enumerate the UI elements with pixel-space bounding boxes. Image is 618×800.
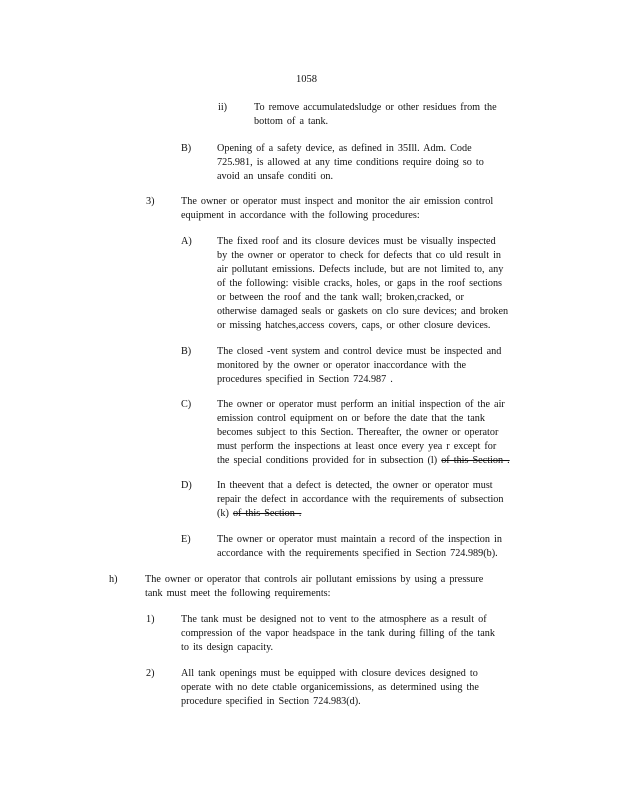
item-text [217, 398, 542, 468]
text-line: to its design capacity. [181, 642, 274, 653]
text-line: monitored by the owner or operator inaccordance with the [217, 360, 467, 371]
text-line: compression of the vapor headspace in the tank during filling of the tank [181, 628, 495, 639]
text-line: Opening of a safety device, as defined in 35Ill. Adm. Code [217, 143, 472, 154]
text-line: 725.981, is allowed at any time conditions require doing so to [217, 157, 484, 168]
text-line: The closed -vent system and control device must be inspected and [217, 346, 502, 357]
text-line: tank must meet the following requirements: [145, 588, 331, 599]
text-line: avoid an unsafe conditi on. [217, 171, 334, 182]
text-line: bottom of a tank. [254, 116, 329, 127]
text-line: otherwise damaged seals or gaskets on clo sure devices; and broken [217, 306, 509, 317]
text-line: equipment in accordance with the following procedures: [181, 210, 420, 221]
text-line: becomes subject to this Section. Thereafter, the owner or operator [217, 427, 499, 438]
item-label: A) [181, 236, 192, 247]
item-label: C) [181, 399, 192, 410]
item-label: 2) [146, 668, 155, 679]
item-label: B) [181, 143, 192, 154]
item-label: h) [109, 574, 118, 585]
text-line: procedure specified in Section 724.983(d). [181, 696, 361, 707]
text-line: by the owner or operator to check for defects that co uld result in [217, 250, 501, 261]
item-label: 1) [146, 614, 155, 625]
text-line: The owner or operator must perform an initial inspection of the air [217, 399, 505, 410]
text-fragment: (k) [217, 508, 229, 519]
text-line: The owner or operator must maintain a record of the inspection in [217, 534, 502, 545]
text-line: accordance with the requirements specified in Section 724.989(b). [217, 548, 498, 559]
text-line: of the following: visible cracks, holes, or gaps in the roof sections [217, 278, 502, 289]
item-text [181, 613, 531, 655]
text-line: All tank openings must be equipped with closure devices designed to [181, 668, 478, 679]
item-label: D) [181, 480, 192, 491]
text-line: emission control equipment on or before the date that the tank [217, 413, 485, 424]
text-line: operate with no dete ctable organicemissions, as determined using the [181, 682, 479, 693]
text-line: or missing hatches,access covers, caps, or other closure devices. [217, 320, 491, 331]
text-line: To remove accumulatedsludge or other residues from the [254, 102, 497, 113]
item-text [145, 573, 525, 601]
page-number: 1058 [296, 74, 317, 85]
text-line: procedures specified in Section 724.987 . [217, 374, 393, 385]
item-label: B) [181, 346, 192, 357]
text-line: The owner or operator that controls air pollutant emissions by using a pressure [145, 574, 484, 585]
text-line [217, 507, 537, 521]
text-line: The tank must be designed not to vent to the atmosphere as a result of [181, 614, 487, 625]
item-text [181, 667, 521, 709]
text-line: In theevent that a defect is detected, the owner or operator must [217, 480, 493, 491]
item-label: ii) [218, 102, 228, 113]
item-text [217, 533, 537, 561]
item-label: 3) [146, 196, 155, 207]
item-text [217, 479, 537, 521]
text-line: must perform the inspections at least once every yea r except for [217, 441, 497, 452]
item-text [217, 142, 517, 184]
text-line: or between the roof and the tank wall; broken,cracked, or [217, 292, 464, 303]
text-line [217, 454, 542, 468]
item-text [181, 195, 531, 223]
struck-text: of this Section . [441, 455, 510, 466]
text-line: repair the defect in accordance with the requirements of subsection [217, 494, 504, 505]
text-line: air pollutant emissions. Defects include, but are not limited to, any [217, 264, 504, 275]
item-text [254, 101, 530, 129]
item-label: E) [181, 534, 191, 545]
item-text [217, 235, 537, 333]
text-line: The fixed roof and its closure devices must be visually inspected [217, 236, 496, 247]
item-text [217, 345, 537, 387]
text-line: The owner or operator must inspect and monitor the air emission control [181, 196, 494, 207]
struck-text: of this Section . [232, 508, 302, 519]
text-fragment: the special conditions provided for in subsection (l) [217, 455, 438, 466]
